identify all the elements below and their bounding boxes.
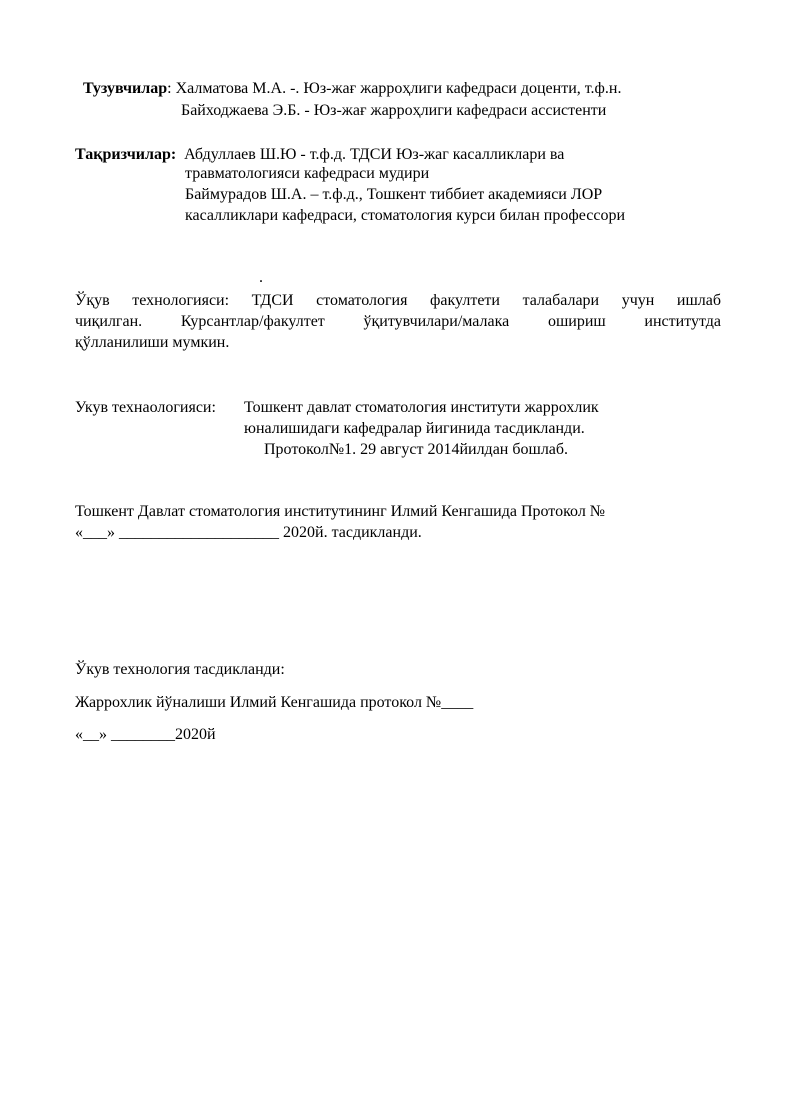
compilers-second-author: Байходжаева Э.Б. - Юз-жағ жарроҳлиги кафедраси ассистенти [181,102,607,119]
reviewers-line-2: травматологияси кафедраси мудири [185,165,430,182]
compilers-first-author: : Халматова М.А. -. Юз-жағ жарроҳлиги кафедраси доценти, т.ф.н. [167,80,622,97]
approval2-line-3: «__» ________2020й [75,726,216,743]
reviewers-first-reviewer: Абдуллаев Ш.Ю - т.ф.д. ТДСИ Юз-жаг касалликлари ва [184,146,565,163]
compilers-line-1 [83,79,621,99]
reviewers-line-3: Баймурадов Ш.А. – т.ф.д., Тошкент тиббиет академияси ЛОР [185,186,603,203]
approval1-line-1: Тошкент давлат стоматология институти жаррохлик [244,399,599,416]
technology-line-2: чиқилган. Курсантлар/факултет ўқитувчилари/малака ошириш институтда [75,313,721,330]
technology-paragraph [75,290,721,353]
technology-line-3: қўлланилиши мумкин. [75,334,230,351]
approval1-line-2: юналишидаги кафедралар йигинида тасдикланди. [244,420,585,437]
reviewers-line-1 [75,145,564,165]
approval2-line-1: Ўкув технология тасдикланди: [75,661,285,678]
reviewers-line-4: касалликлари кафедраси, стоматология курси билан профессори [185,207,625,224]
reviewers-label: Тақризчилар: [75,146,177,163]
approval2-line-2: Жаррохлик йўналиши Илмий Кенгашида протокол №____ [75,694,474,711]
approval1-protocol: Протокол№1. 29 август 2014йилдан бошлаб. [264,441,569,458]
council-line-2: «___» ____________________ 2020й. тасдикланди. [75,524,422,541]
council-line-1: Тошкент Давлат стоматология институтининг Илмий Кенгашида Протокол № [75,503,606,520]
compilers-label: Тузувчилар [83,80,168,97]
stray-dot: . [259,269,263,286]
approval1-label: Укув технаологияси: [75,399,216,416]
technology-line-1: Ўқув технологияси: ТДСИ стоматология факултети талабалари учун ишлаб [75,292,721,309]
